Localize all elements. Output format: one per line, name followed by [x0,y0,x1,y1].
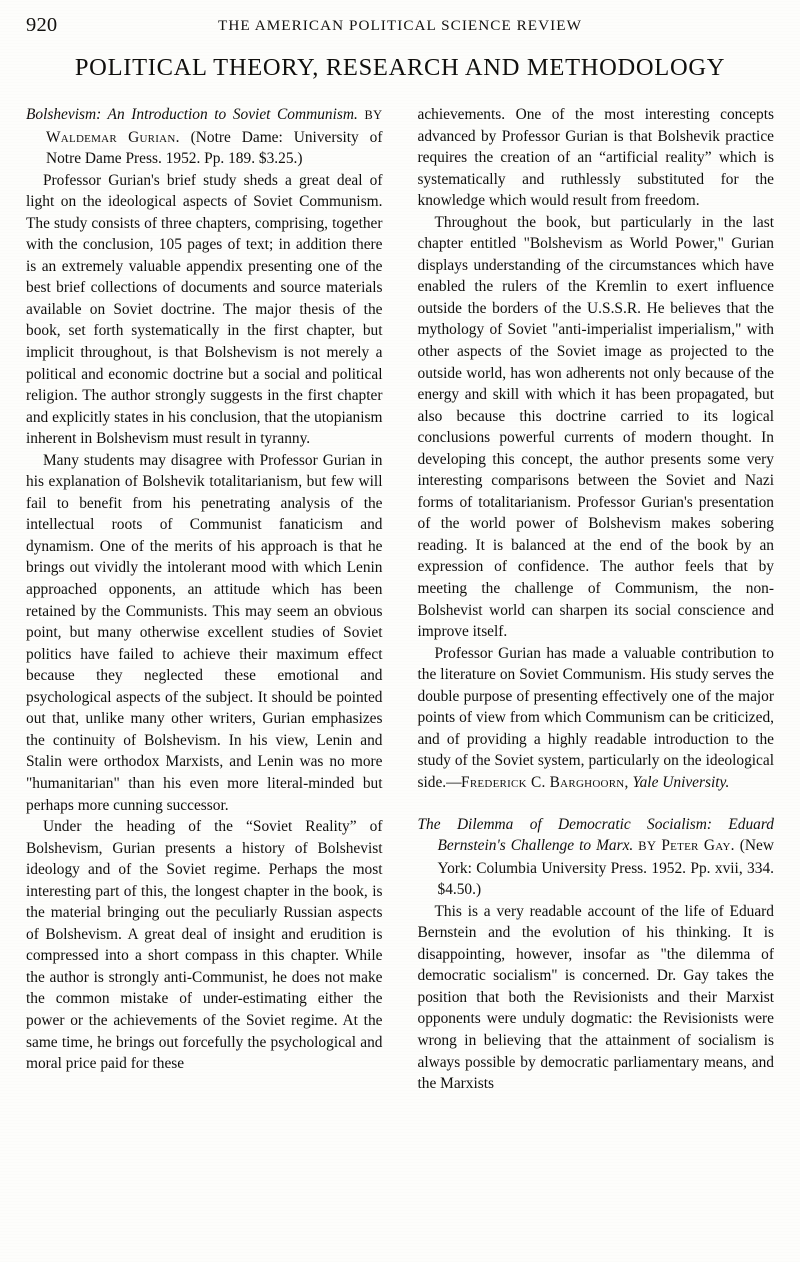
running-head [26,14,774,38]
body-columns [26,104,774,1259]
section-heading: POLITICAL THEORY, RESEARCH AND METHODOLOGY [74,54,726,81]
book-imprint-2: (New York: Columbia University Press. 1952. Pp. xvii, 334. $4.50.) [437,837,774,899]
by-label-2: BY [638,839,657,854]
book-citation-1 [26,104,383,170]
review-1-paragraph-3-part-b: achievements. One of the most interesting concepts advanced by Professor Gurian is that Bolshevik practice requires the creation of an “artificial reality” which is systematically and ruthlessly substituted for the knowledge which would result from freedom. [417,106,774,210]
book-title-2: The Dilemma of Democratic Socialism: Eduard Bernstein's Challenge to Marx. [417,815,774,855]
review-1-paragraph-2: Many students may disagree with Professor Gurian in his explanation of Bolshevik totalitarianism, but few will fail to benefit from his penetrating analysis of the intellectual roots of Communist fanaticism and dynamism. One of the merits of his approach is that he brings out vividly the intolerant mood with which Lenin approached opponents, an attitude which has been retained by the Communists. This may seem an obvious point, but many otherwise excellent studies of Soviet politics have failed to achieve their maximum effect because they neglected these emotional and psychological aspects of the subject. It should be pointed out that, unlike many other writers, Gurian emphasizes the continuity of Bolshevism. In his view, Lenin and Stalin were orthodox Marxists, and Lenin was no more "humanitarian" than his even more literal-minded but perhaps more cunning successor. [26,451,383,814]
signature-dash: — [446,773,462,791]
review-1-paragraph-5 [418,643,775,794]
review-1-paragraph-3-part-a: Under the heading of the “Soviet Reality” of Bolshevism, Gurian presents a history of Bolshevist ideology and of the Soviet regime. Perhaps the most interesting part of this, the longest chapter in the book, is the material bringing out the peculiarly Russian aspects of Bolshevism. A great deal of insight and erudition is compressed into a short compass in this chapter. While the author is strongly anti-Communist, he does not make the common mistake of under-estimating either the power or the achievements of the Soviet regime. At the same time, he brings out forcefully the psychological and moral price paid for these [26,818,383,1073]
book-title-1: Bolshevism: An Introduction to Soviet Communism. [26,106,358,123]
review-1-paragraph-4: Throughout the book, but particularly in the last chapter entitled "Bolshevism as World Power," Gurian displays understanding of the circumstances which have enabled the rulers of the Kremlin to exert influence outside the borders of the U.S.S.R. He believes that the mythology of Soviet "anti-imperialist imperialism," with other aspects of the Soviet image as projected to the outside world, has won adherents not only because of the energy and skill with which it has been propagated, but also because this doctrine carried to its logical conclusions powerful currents of modern thought. In developing this concept, the author presents some very interesting comparisons between the Soviet and Nazi forms of totalitarianism. Professor Gurian's presentation of the world power of Bolshevism makes sobering reading. It is balanced at the end of the book by an expression of confidence. The author feels that by meeting the challenge of Communism, the non-Bolshevist world can sharpen its social conscience and improve itself. [417,213,774,641]
journal-title: THE AMERICAN POLITICAL SCIENCE REVIEW [218,17,582,34]
book-author-2: Peter Gay. [661,837,735,855]
page-number: 920 [26,14,58,36]
book-author-1: Waldemar Gurian. [46,128,180,146]
right-column [418,104,775,1259]
review-1-paragraph-5-text: Professor Gurian has made a valuable contribution to the literature on Soviet Communism. His study serves the double purpose of presenting effectively one of the major points of view from which Communism can be criticized, and of providing a highly readable introduction to the study of the Soviet system, particularly on the ideological side. [417,644,774,791]
review-2-paragraph-1: This is a very readable account of the life of Eduard Bernstein and the evolution of his thinking. It is disappointing, however, insofar as "the dilemma of democratic socialism" is concerned. Dr. Gay takes the position that both the Revisionists and their Marxist opponents were unduly dogmatic: the Revisionists were wrong in believing that the attainment of socialism is always possible by democratic parliamentary means, and the Marxists [417,902,774,1093]
book-imprint-1: (Notre Dame: University of Notre Dame Press. 1952. Pp. 189. $3.25.) [46,128,383,168]
left-column [26,104,383,1259]
reviewer-name: Frederick C. Barghoorn, [461,773,629,791]
book-citation-2 [418,814,775,901]
review-1-paragraph-1: Professor Gurian's brief study sheds a great deal of light on the ideological aspects of Soviet Communism. The study consists of three chapters, comprising, together with the conclusion, 105 pages of text; in addition there is an extremely valuable appendix presenting one of the best brief collections of documents and source materials available on Soviet doctrine. The major thesis of the book, set forth systematically in the first chapter, but implicit throughout, is that Bolshevism is not merely a political and economic doctrine but a social and political religion. The author strongly suggests in the first chapter and explicitly states in his conclusion, that the utopianism inherent in Bolshevism must result in tyranny. [26,171,383,448]
reviewer-affiliation: Yale University. [632,773,730,791]
by-label-1: BY [364,108,383,122]
